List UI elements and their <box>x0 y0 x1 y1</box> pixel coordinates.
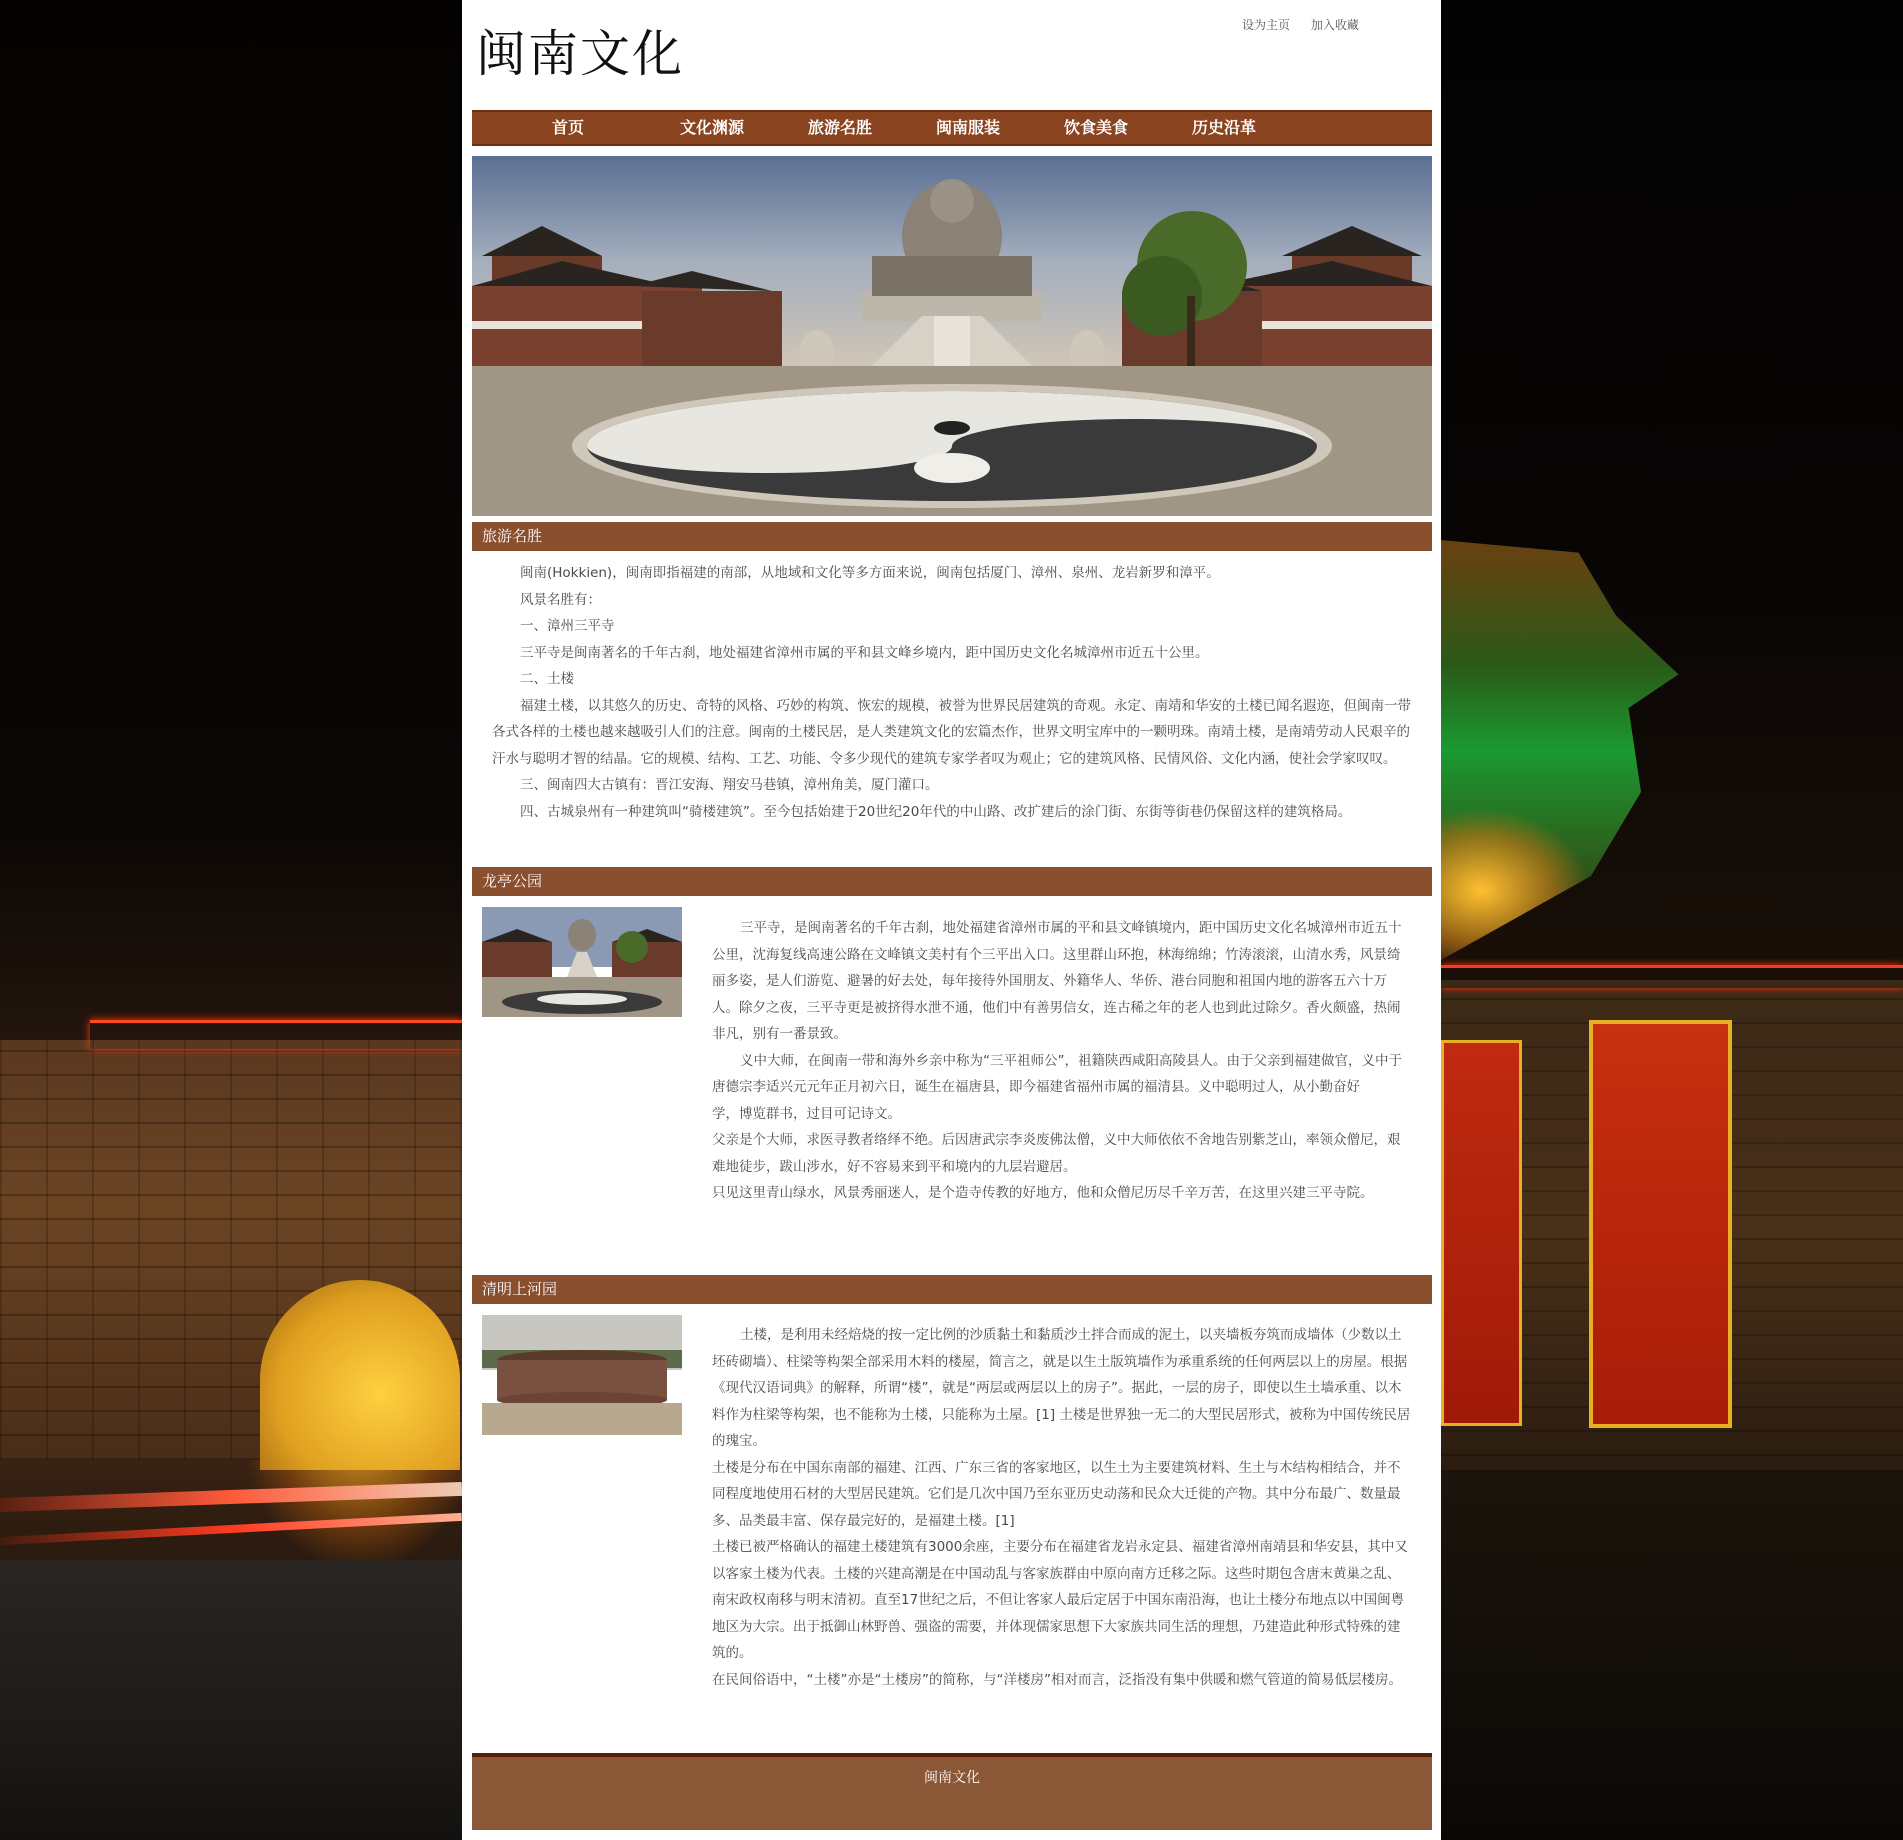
nav-home[interactable]: 首页 <box>552 118 585 137</box>
nav-history[interactable]: 历史沿革 <box>1192 118 1257 137</box>
background-left-city-wall <box>0 0 462 1840</box>
paragraph: 闽南(Hokkien)，闽南即指福建的南部，从地域和文化等多方面来说，闽南包括厦门、漳州、泉州、龙岩新罗和漳平。 <box>520 565 1220 581</box>
lit-tower <box>1441 540 1691 960</box>
red-banner <box>1441 1040 1522 1426</box>
background-right-tower <box>1441 0 1903 1840</box>
paragraph: 二、土楼 <box>520 671 574 687</box>
paragraph: 义中大师，在闽南一带和海外乡亲中称为“三平祖师公”，祖籍陕西咸阳高陵县人。由于父亲到福建做官，义中于唐德宗李适兴元元年正月初六日，诞生在福唐县，即今福建省福州市属的福清县。义中聪明过人，从小勤奋好 <box>712 1052 1402 1095</box>
top-links <box>1242 16 1376 33</box>
section-body-qingming <box>712 1322 1412 1693</box>
nav-culture-origin[interactable]: 文化渊源 <box>680 118 745 137</box>
paragraph: 只见这里青山绿水，风景秀丽迷人，是个造寺传教的好地方，他和众僧尼历尽千辛万苦，在这里兴建三平寺院。 <box>712 1185 1374 1201</box>
paragraph: 父亲是个大师，求医寻教者络绎不绝。后因唐武宗李炎废佛汰僧，义中大师依依不舍地告别紫芝山，率领众僧尼，艰难地徒步，跋山涉水，好不容易来到平和境内的九层岩避居。 <box>712 1132 1401 1175</box>
page-container <box>462 0 1441 1840</box>
section-title-longting: 龙亭公园 <box>472 867 1432 896</box>
footer <box>472 1753 1432 1830</box>
nav-food[interactable]: 饮食美食 <box>1064 118 1129 137</box>
header <box>462 0 1441 110</box>
red-banner <box>1589 1020 1732 1428</box>
nav-tourism[interactable]: 旅游名胜 <box>808 118 873 137</box>
paragraph: 土楼是分布在中国东南部的福建、江西、广东三省的客家地区，以生土为主要建筑材料、生土与木结构相结合，并不同程度地使用石材的大型居民建筑。它们是几次中国乃至东亚历史动荡和民众大迁徙的产物。其中分布最广、数量最多、品类最丰富、保存最完好的，是福建土楼。[1] <box>712 1459 1401 1529</box>
paragraph: 三、闽南四大古镇有：晋江安海、翔安马巷镇，漳州角美，厦门灌口。 <box>520 777 939 793</box>
section-body-tourism <box>492 560 1412 825</box>
add-favorite-link[interactable]: 加入收藏 <box>1310 18 1359 32</box>
paragraph: 风景名胜有： <box>520 591 601 608</box>
paragraph: 土楼已被严格确认的福建土楼建筑有3000余座，主要分布在福建省龙岩永定县、福建省漳州南靖县和华安县，其中又以客家土楼为代表。土楼的兴建高潮是在中国动乱与客家族群由中原向南方迁移之际。这些时期包含唐末黄巢之乱、南宋政权南移与明末清初。直至17世纪之后，不但让客家人最后定居于中国东南沿海，也让土楼分布地点以中国闽粤地区为大宗。出于抵御山林野兽、强盗的需要，并体现儒家思想下大家族共同生活的理想，乃建造此种形式特殊的建筑的。 <box>712 1539 1408 1661</box>
section-title-tourism: 旅游名胜 <box>472 522 1432 551</box>
footer-text: 闽南文化 <box>924 1770 980 1786</box>
paragraph: 学，博览群书，过目可记诗文。 <box>712 1105 901 1122</box>
section-title-qingming: 清明上河园 <box>472 1275 1432 1304</box>
site-title: 闽南文化 <box>476 25 684 83</box>
section-body-longting <box>712 915 1412 1207</box>
nav-clothing[interactable]: 闽南服装 <box>936 118 1001 137</box>
paragraph: 三平寺是闽南著名的千年古刹，地处福建省漳州市属的平和县文峰乡境内，距中国历史文化名城漳州市近五十公里。 <box>520 644 1209 661</box>
lit-gate-arch <box>260 1280 460 1470</box>
paragraph: 一、漳州三平寺 <box>520 618 615 634</box>
paragraph: 在民间俗语中，“土楼”亦是“土楼房”的简称，与“洋楼房”相对而言，泛指没有集中供暖和燃气管道的简易低层楼房。 <box>712 1671 1402 1688</box>
paragraph: 三平寺，是闽南著名的千年古刹，地处福建省漳州市属的平和县文峰镇境内，距中国历史文化名城漳州市近五十公里，沈海复线高速公路在文峰镇文美村有个三平出入口。这里群山环抱，林海绵绵；竹涛滚滚，山清水秀，风景绮丽多姿，是人们游览、避暑的好去处，每年接待外国朋友、外籍华人、华侨、港台同胞和祖国内地的游客五六十万人。除夕之夜，三平寺更是被挤得水泄不通，他们中有善男信女，连古稀之年的老人也到此过除夕。香火颇盛，热闹非凡，别有一番景致。 <box>712 920 1402 1042</box>
paragraph: 四、古城泉州有一种建筑叫“骑楼建筑”。至今包括始建于20世纪20年代的中山路、改扩建后的涂门街、东街等街巷仍保留这样的建筑格局。 <box>520 803 1352 820</box>
hero-banner-image <box>472 156 1432 516</box>
temple-thumbnail-image <box>482 907 682 1017</box>
main-nav <box>472 110 1432 146</box>
set-home-link[interactable]: 设为主页 <box>1242 18 1291 32</box>
paragraph: 土楼，是利用未经焙烧的按一定比例的沙质黏土和黏质沙土拌合而成的泥土，以夹墙板夯筑而成墙体（少数以土坯砖砌墙）、柱梁等构架全部采用木料的楼屋，简言之，就是以生土版筑墙作为承重系统的任何两层以上的房屋。根据《现代汉语词典》的解释，所谓“楼”，就是“两层或两层以上的房子”。据此，一层的房子，即使以生土墙承重、以木料作为柱梁等构架，也不能称为土楼，只能称为土屋。[1] 土楼是世界独一无二的大型民居形式，被称为中国传统民居的瑰宝。 <box>712 1327 1411 1449</box>
tulou-thumbnail-image <box>482 1315 682 1435</box>
paragraph: 福建土楼，以其悠久的历史、奇特的风格、巧妙的构筑、恢宏的规模，被誉为世界民居建筑的奇观。永定、南靖和华安的土楼已闻名遐迩，但闽南一带各式各样的土楼也越来越吸引人们的注意。闽南的土楼民居，是人类建筑文化的宏篇杰作，世界文明宝库中的一颗明珠。南靖土楼，是南靖劳动人民艰辛的汗水与聪明才智的结晶。它的规模、结构、工艺、功能、令多少现代的建筑专家学者叹为观止；它的建筑风格、民情风俗、文化内涵，使社会学家叹叹。 <box>492 697 1411 767</box>
